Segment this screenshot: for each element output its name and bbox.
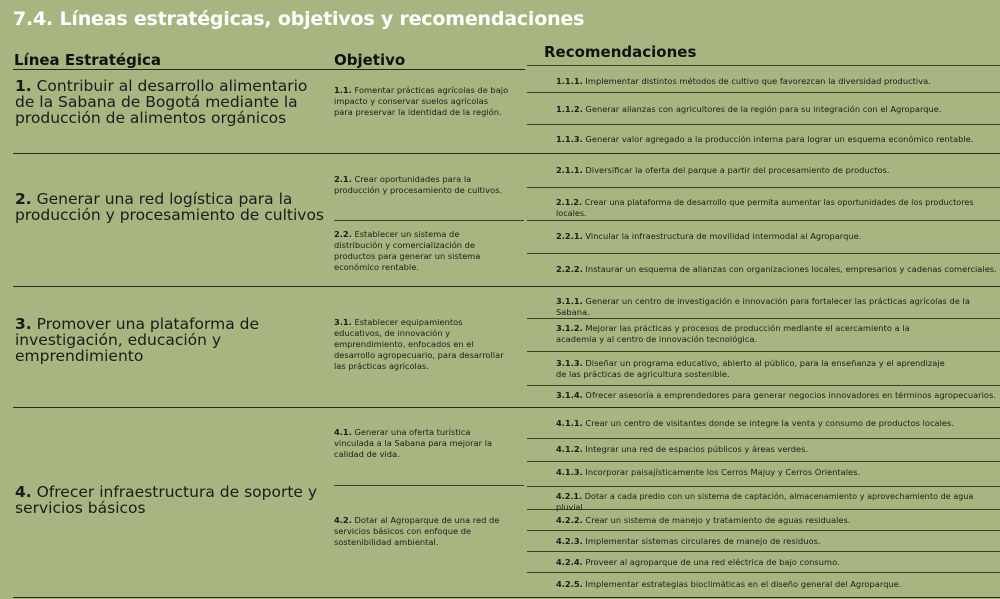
- objetivo-4-1: 4.1. Generar una oferta turística vinculada a la Sabana para mejorar la calidad de vida.: [334, 427, 493, 459]
- linea-3: 3. Promover una plataforma de investigación, educación y emprendimiento: [15, 315, 260, 365]
- recomendacion-4-1-3: 4.1.3. Incorporar paisajísticamente los Cerros Majuy y Cerros Orientales.: [556, 467, 861, 477]
- linea-4: 4. Ofrecer infraestructura de soporte y servicios básicos: [15, 483, 318, 517]
- objetivo-3-1: 3.1. Establecer equipamientos educativos, de innovación y emprendimiento, enfocados en el desarrollo agropecuario, para desarrollar las prácticas agrícolas.: [334, 317, 504, 371]
- recomendacion-2-1-2: 2.1.2. Crear una plataforma de desarrollo que permita aumentar las oportunidades de los productores locales.: [556, 197, 974, 218]
- header-rule: [13, 69, 525, 70]
- recomendacion-divider: [527, 530, 1000, 531]
- recomendacion-divider: [527, 572, 1000, 573]
- recomendacion-divider: [527, 65, 1000, 66]
- recomendacion-4-2-1: 4.2.1. Dotar a cada predio con un sistema de captación, almacenamiento y aprovechamiento de agua pluvial.: [556, 491, 974, 512]
- header-linea: Línea Estratégica: [14, 51, 161, 69]
- section-divider: [13, 286, 1000, 287]
- linea-2: 2. Generar una red logística para la producción y procesamiento de cultivos: [15, 190, 325, 224]
- recomendacion-4-2-2: 4.2.2. Crear un sistema de manejo y tratamiento de aguas residuales.: [556, 515, 851, 525]
- section-divider: [13, 407, 1000, 408]
- recomendacion-divider: [527, 187, 1000, 188]
- recomendacion-4-1-1: 4.1.1. Crear un centro de visitantes donde se integre la venta y consumo de productos locales.: [556, 418, 954, 428]
- header-objetivo: Objetivo: [334, 51, 406, 69]
- header-recomendaciones: Recomendaciones: [544, 43, 697, 61]
- recomendacion-4-2-4: 4.2.4. Proveer al agroparque de una red eléctrica de bajo consumo.: [556, 557, 840, 567]
- linea-1: 1. Contribuir al desarrollo alimentario de la Sabana de Bogotá mediante la producción de alimentos orgánicos: [15, 77, 308, 127]
- recomendacion-divider: [527, 253, 1000, 254]
- recomendacion-divider: [527, 385, 1000, 386]
- recomendacion-divider: [527, 220, 1000, 221]
- recomendacion-2-1-1: 2.1.1. Diversificar la oferta del parque a partir del procesamiento de productos.: [556, 165, 890, 175]
- objetivo-1-1: 1.1. Fomentar prácticas agrícolas de bajo impacto y conservar suelos agrícolas para preservar la identidad de la región.: [334, 85, 509, 117]
- section-divider: [13, 597, 1000, 598]
- objetivo-divider: [334, 220, 524, 221]
- recomendacion-3-1-2: 3.1.2. Mejorar las prácticas y procesos de producción mediante el acercamiento a la academia y al centro de innovación tecnológica.: [556, 323, 910, 344]
- recomendacion-1-1-2: 1.1.2. Generar alianzas con agricultores de la región para su integración con el Agroparque.: [556, 104, 942, 114]
- recomendacion-3-1-3: 3.1.3. Diseñar un programa educativo, abierto al público, para la enseñanza y el aprendizaje de las prácticas de agricultura sostenible.: [556, 358, 945, 379]
- page-title: 7.4. Líneas estratégicas, objetivos y recomendaciones: [13, 8, 585, 30]
- section-divider: [13, 153, 1000, 154]
- recomendacion-4-2-5: 4.2.5. Implementar estrategias bioclimáticas en el diseño general del Agroparque.: [556, 579, 902, 589]
- recomendacion-divider: [527, 461, 1000, 462]
- recomendacion-divider: [527, 438, 1000, 439]
- recomendacion-1-1-3: 1.1.3. Generar valor agregado a la producción interna para lograr un esquema económico rentable.: [556, 134, 974, 144]
- recomendacion-2-2-2: 2.2.2. Instaurar un esquema de alianzas con organizaciones locales, empresarios y cadenas comerciales.: [556, 264, 997, 274]
- objetivo-divider: [334, 485, 524, 486]
- recomendacion-divider: [527, 124, 1000, 125]
- recomendacion-1-1-1: 1.1.1. Implementar distintos métodos de cultivo que favorezcan la diversidad productiva.: [556, 76, 931, 86]
- recomendacion-divider: [527, 92, 1000, 93]
- recomendacion-4-2-3: 4.2.3. Implementar sistemas circulares de manejo de residuos.: [556, 536, 821, 546]
- recomendacion-divider: [527, 486, 1000, 487]
- objetivo-2-1: 2.1. Crear oportunidades para la producción y procesamiento de cultivos.: [334, 174, 503, 195]
- recomendacion-2-2-1: 2.2.1. Vincular la infraestructura de movilidad intermodal al Agroparque.: [556, 231, 862, 241]
- recomendacion-divider: [527, 318, 1000, 319]
- recomendacion-divider: [527, 551, 1000, 552]
- recomendacion-3-1-1: 3.1.1. Generar un centro de investigación e innovación para fortalecer las prácticas agrícolas de la Sabana.: [556, 296, 970, 317]
- recomendacion-4-1-2: 4.1.2. Integrar una red de espacios públicos y áreas verdes.: [556, 444, 809, 454]
- objetivo-2-2: 2.2. Establecer un sistema de distribución y comercialización de productos para generar un sistema económico rentable.: [334, 229, 481, 272]
- recomendacion-3-1-4: 3.1.4. Ofrecer asesoría a emprendedores para generar negocios innovadores en términos agropecuarios.: [556, 390, 996, 400]
- objetivo-4-2: 4.2. Dotar al Agroparque de una red de servicios básicos con enfoque de sostenibilidad ambiental.: [334, 515, 500, 547]
- recomendacion-divider: [527, 351, 1000, 352]
